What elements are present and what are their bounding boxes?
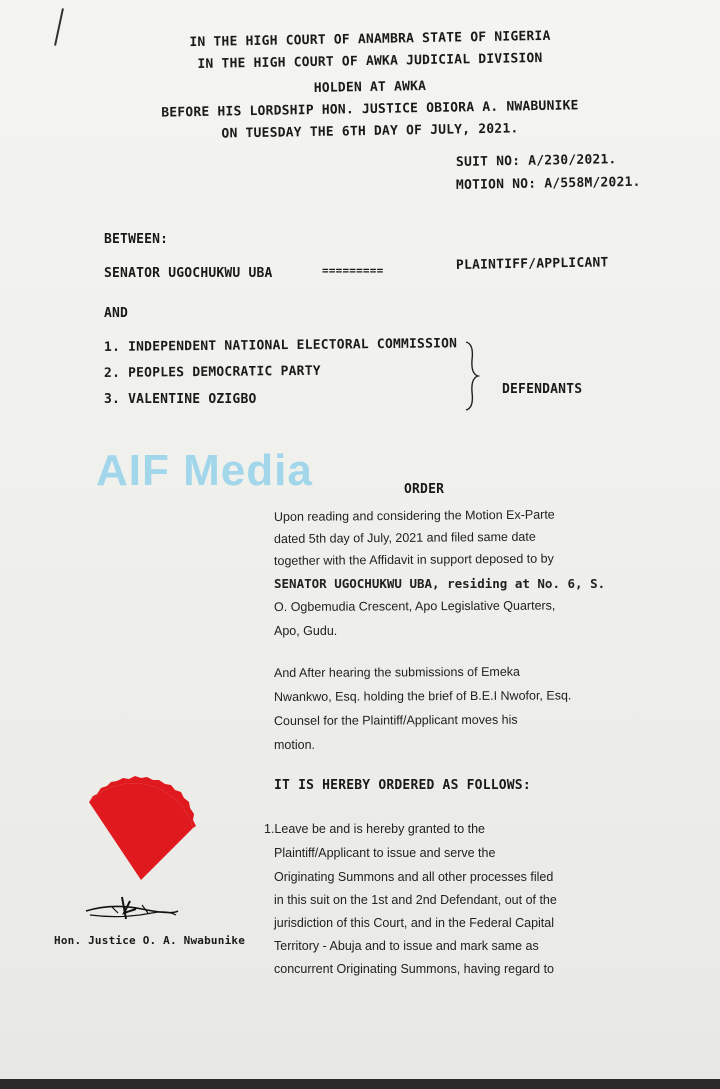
order-para1-line5: O. Ogbemudia Crescent, Apo Legislative Quarters, [273, 598, 556, 614]
court-title-line4: BEFORE HIS LORDSHIP HON. JUSTICE OBIORA A. NWABUNIKE [161, 98, 579, 121]
ordered-heading: IT IS HEREBY ORDERED AS FOLLOWS: [274, 778, 531, 793]
plaintiff-role: PLAINTIFF/APPLICANT [455, 255, 609, 273]
order-para2-line2: Nwankwo, Esq. holding the brief of B.E.I Nwofor, Esq. [273, 688, 572, 704]
signature-caption: Hon. Justice O. A. Nwabunike [54, 934, 246, 947]
defendants-role: DEFENDANTS [502, 382, 583, 397]
watermark: AIF Media [96, 446, 313, 495]
order-para3-line4: in this suit on the 1st and 2nd Defendant, out of the [274, 893, 557, 907]
order-para3-line1: 1.Leave be and is hereby granted to the [264, 822, 485, 836]
party-separator: ========= [322, 264, 384, 277]
suit-number: SUIT NO: A/230/2021. [455, 152, 617, 170]
defendants-brace [462, 340, 482, 412]
order-para1-line1: Upon reading and considering the Motion Ex-Parte [273, 507, 555, 524]
court-date-line: ON TUESDAY THE 6TH DAY OF JULY, 2021. [221, 121, 519, 142]
order-para2-line1: And After hearing the submissions of Emeka [273, 664, 521, 680]
order-para2-line4: motion. [274, 738, 315, 752]
order-para1-line2: dated 5th day of July, 2021 and filed same date [273, 529, 536, 546]
pen-mark [54, 8, 64, 46]
order-para1-line3: together with the Affidavit in support deposed to by [273, 551, 554, 568]
between-label: BETWEEN: [104, 232, 169, 247]
order-para1-line6: Apo, Gudu. [274, 624, 338, 638]
court-title-line1: IN THE HIGH COURT OF ANAMBRA STATE OF NIGERIA [189, 28, 551, 51]
order-para3-line2: Plaintiff/Applicant to issue and serve the [274, 846, 496, 860]
motion-number: MOTION NO: A/558M/2021. [455, 174, 641, 193]
and-label: AND [104, 306, 129, 321]
order-para3-line6: Territory - Abuja and to issue and mark same as [274, 939, 539, 953]
court-title-line3: HOLDEN AT AWKA [313, 79, 427, 96]
signature [82, 893, 182, 925]
plaintiff-name: SENATOR UGOCHUKWU UBA [104, 266, 273, 281]
order-para3-line7: concurrent Originating Summons, having regard to [274, 962, 555, 976]
court-title-line2: IN THE HIGH COURT OF AWKA JUDICIAL DIVISION [197, 50, 543, 72]
order-para1-line4: SENATOR UGOCHUKWU UBA, residing at No. 6, S. [274, 576, 606, 591]
defendant-2: 2. PEOPLES DEMOCRATIC PARTY [103, 363, 321, 381]
defendant-3: 3. VALENTINE OZIGBO [104, 392, 257, 407]
order-para3-line3: Originating Summons and all other processes filed [274, 870, 554, 884]
photo-edge [0, 1079, 720, 1089]
order-para2-line3: Counsel for the Plaintiff/Applicant moves his [273, 712, 518, 728]
order-title: ORDER [404, 482, 445, 497]
defendant-1: 1. INDEPENDENT NATIONAL ELECTORAL COMMISSION [103, 336, 458, 355]
court-seal [85, 772, 197, 890]
order-para3-line5: jurisdiction of this Court, and in the Federal Capital [274, 916, 555, 930]
